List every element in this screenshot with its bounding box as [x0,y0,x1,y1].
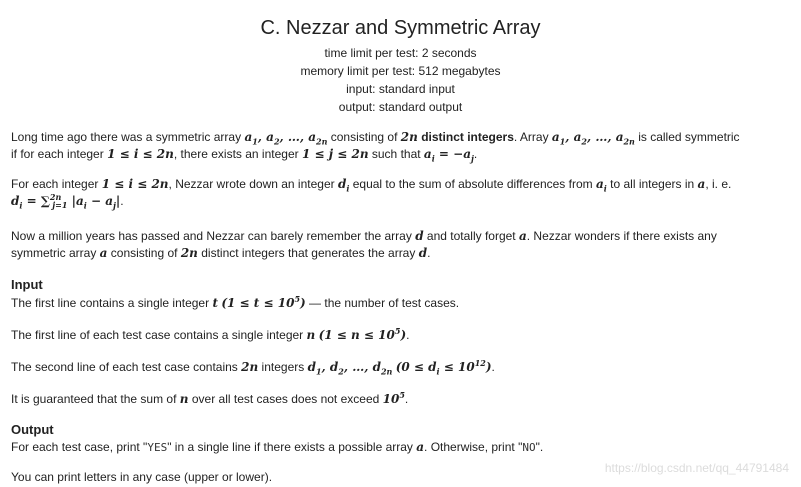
watermark: https://blog.csdn.net/qq_44791484 [604,461,789,475]
formula-d: $d_i = \sum^{2n}_{j=1}$ $|a_i - a_j|$ [11,192,121,211]
input-line-2: The first line of each test case contains a single integer n $(1 \le n \le 10^5)$. [11,326,410,342]
output-heading: Output [11,422,54,437]
problem-title: C. Nezzar and Symmetric Array [260,17,541,39]
memory-limit: memory limit per test: 512 megabytes [300,64,501,78]
input-line-4: It is guaranteed that the sum of n over all test cases does not exceed $10^5$. [11,390,409,406]
legend-paragraph-1: Long time ago there was a symmetric array $a_1$, $a_2$, …, $a_{2n}$ consisting of 2n distinct integers. Array $a_1$, $a_2$, …, $a_{2n}$ is called symmetric if for each integer 1 ≤ i ≤ 2n, there exists an integer 1 ≤ j ≤ 2n such that $a_i = -a_j$. [11,130,740,164]
input-spec: input: standard input [346,82,455,96]
math-array: $a_1$, $a_2$, …, $a_{2n}$ [244,130,328,147]
output-line-1: For each test case, print "YES" in a single line if there exists a possible array a. Otherwise, print "NO". [11,440,544,454]
legend-paragraph-3: Now a million years has passed and Nezzar can barely remember the array d and totally forget a. Nezzar wonders if there exists any symmetric array a consisting of 2n distinct integers that generates the array d. [11,229,717,260]
output-line-2: You can print letters in any case (upper or lower). [11,470,273,484]
legend-paragraph-2: For each integer 1 ≤ i ≤ 2n, Nezzar wrote down an integer $d_i$ equal to the sum of absolute differences from $a_i$ to all integers in a, i. e. $d_i = \sum^{2n}_{j=1}$ $|a_i - a_j|$. [11,177,732,211]
input-heading: Input [11,277,43,292]
input-line-1: The first line contains a single integer t $(1 \le t \le 10^5)$ — the number of test cases. [11,294,460,310]
output-spec: output: standard output [338,100,463,114]
no-token: NO [522,441,536,454]
time-limit: time limit per test: 2 seconds [324,46,477,60]
yes-token: YES [147,441,168,454]
input-line-3: The second line of each test case contains 2n integers $d_1$, $d_2$, …, $d_{2n}$ $(0 \le d_i \le 10^{12})$. [11,358,495,377]
